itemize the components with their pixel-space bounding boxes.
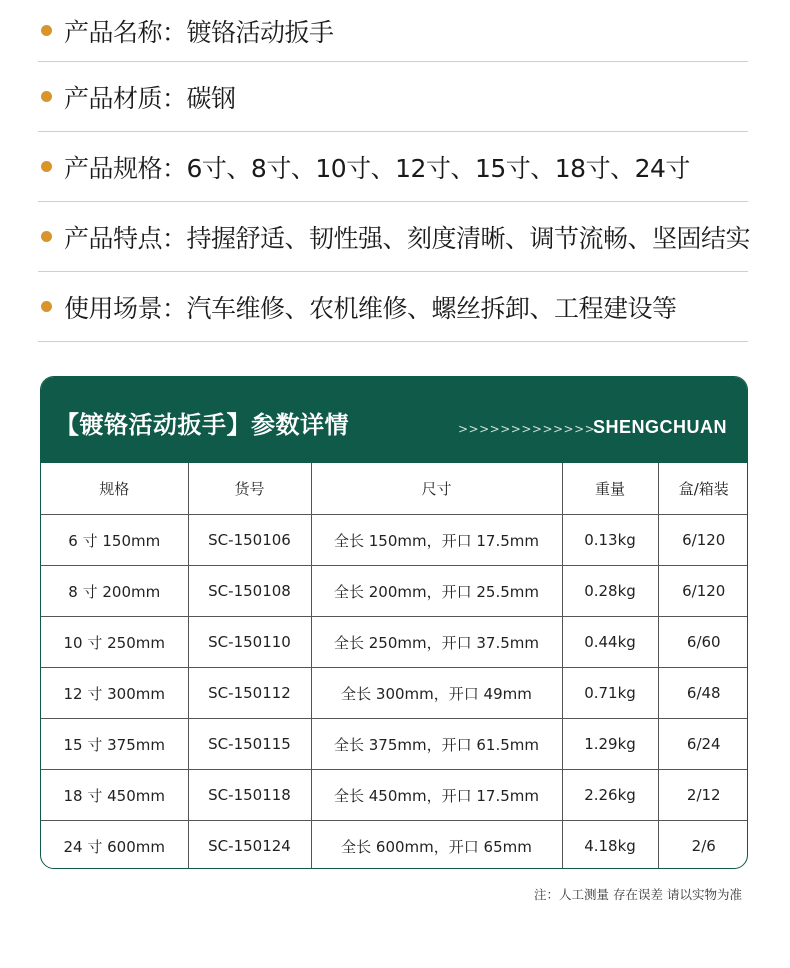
cell-weight: 2.26kg	[562, 770, 658, 821]
cell-spec: 12 寸 300mm	[41, 668, 188, 719]
cell-spec: 10 寸 250mm	[41, 617, 188, 668]
header-size: 尺寸	[311, 463, 562, 515]
arrow-decoration: >>>>>>>>>>>>>	[458, 422, 596, 436]
spec-row-usage	[38, 272, 748, 342]
table-row	[41, 770, 748, 821]
spec-text	[64, 79, 236, 115]
spec-row-sizes	[38, 132, 748, 202]
header-item-no: 货号	[188, 463, 311, 515]
panel-header	[41, 377, 747, 463]
spec-row-name	[38, 0, 748, 62]
table-row	[41, 719, 748, 770]
header-packing: 盒/箱装	[658, 463, 748, 515]
table-row	[41, 515, 748, 566]
cell-spec: 6 寸 150mm	[41, 515, 188, 566]
cell-spec: 8 寸 200mm	[41, 566, 188, 617]
cell-weight: 0.28kg	[562, 566, 658, 617]
table-row	[41, 668, 748, 719]
cell-spec: 18 寸 450mm	[41, 770, 188, 821]
cell-item-no: SC-150124	[188, 821, 311, 870]
cell-packing: 6/120	[658, 515, 748, 566]
cell-packing: 2/12	[658, 770, 748, 821]
spec-label: 使用场景：	[64, 293, 187, 323]
parameter-panel	[40, 376, 748, 869]
cell-item-no: SC-150112	[188, 668, 311, 719]
cell-size: 全长 200mm，开口 25.5mm	[311, 566, 562, 617]
header-spec: 规格	[41, 463, 188, 515]
parameter-table	[41, 463, 748, 869]
cell-size: 全长 450mm，开口 17.5mm	[311, 770, 562, 821]
spec-value: 6寸、8寸、10寸、12寸、15寸、18寸、24寸	[186, 153, 690, 183]
cell-weight: 0.13kg	[562, 515, 658, 566]
cell-packing: 6/60	[658, 617, 748, 668]
spec-text	[64, 219, 750, 255]
spec-value: 汽车维修、农机维修、螺丝拆卸、工程建设等	[186, 293, 677, 323]
bullet-dot-icon	[41, 301, 52, 312]
product-spec-list	[38, 0, 751, 342]
cell-packing: 6/24	[658, 719, 748, 770]
panel-title: 【镀铬活动扳手】参数详情	[55, 411, 349, 439]
cell-item-no: SC-150118	[188, 770, 311, 821]
header-weight: 重量	[562, 463, 658, 515]
spec-value: 镀铬活动扳手	[186, 17, 334, 47]
spec-row-material	[38, 62, 748, 132]
measurement-footnote: 注：人工测量 存在误差 请以实物为准	[534, 887, 742, 902]
cell-item-no: SC-150106	[188, 515, 311, 566]
spec-label: 产品特点：	[64, 223, 187, 253]
spec-label: 产品材质：	[64, 83, 187, 113]
table-header-row	[41, 463, 748, 515]
cell-size: 全长 300mm，开口 49mm	[311, 668, 562, 719]
bullet-dot-icon	[41, 161, 52, 172]
spec-value: 持握舒适、韧性强、刻度清晰、调节流畅、坚固结实	[186, 223, 751, 253]
brand-name: SHENGCHUAN	[592, 417, 727, 437]
table-row	[41, 821, 748, 870]
cell-size: 全长 600mm，开口 65mm	[311, 821, 562, 870]
table-row	[41, 566, 748, 617]
cell-weight: 1.29kg	[562, 719, 658, 770]
cell-packing: 2/6	[691, 837, 716, 855]
cell-weight: 0.44kg	[562, 617, 658, 668]
cell-size: 全长 250mm，开口 37.5mm	[311, 617, 562, 668]
cell-item-no: SC-150108	[188, 566, 311, 617]
cell-spec: 15 寸 375mm	[41, 719, 188, 770]
bullet-dot-icon	[41, 231, 52, 242]
cell-spec: 24 寸 600mm	[41, 821, 188, 870]
cell-size: 全长 375mm，开口 61.5mm	[311, 719, 562, 770]
spec-text	[64, 289, 677, 325]
cell-packing: 6/48	[658, 668, 748, 719]
table-row	[41, 617, 748, 668]
spec-row-features	[38, 202, 751, 272]
spec-label: 产品规格：	[64, 153, 187, 183]
spec-text	[64, 149, 690, 185]
cell-size: 全长 150mm，开口 17.5mm	[311, 515, 562, 566]
cell-packing: 6/120	[658, 566, 748, 617]
bullet-dot-icon	[41, 25, 52, 36]
bullet-dot-icon	[41, 91, 52, 102]
cell-item-no: SC-150115	[188, 719, 311, 770]
cell-item-no: SC-150110	[188, 617, 311, 668]
cell-weight: 4.18kg	[562, 821, 658, 870]
spec-text	[64, 13, 334, 49]
spec-value: 碳钢	[186, 83, 236, 113]
spec-label: 产品名称：	[64, 17, 187, 47]
cell-weight: 0.71kg	[562, 668, 658, 719]
